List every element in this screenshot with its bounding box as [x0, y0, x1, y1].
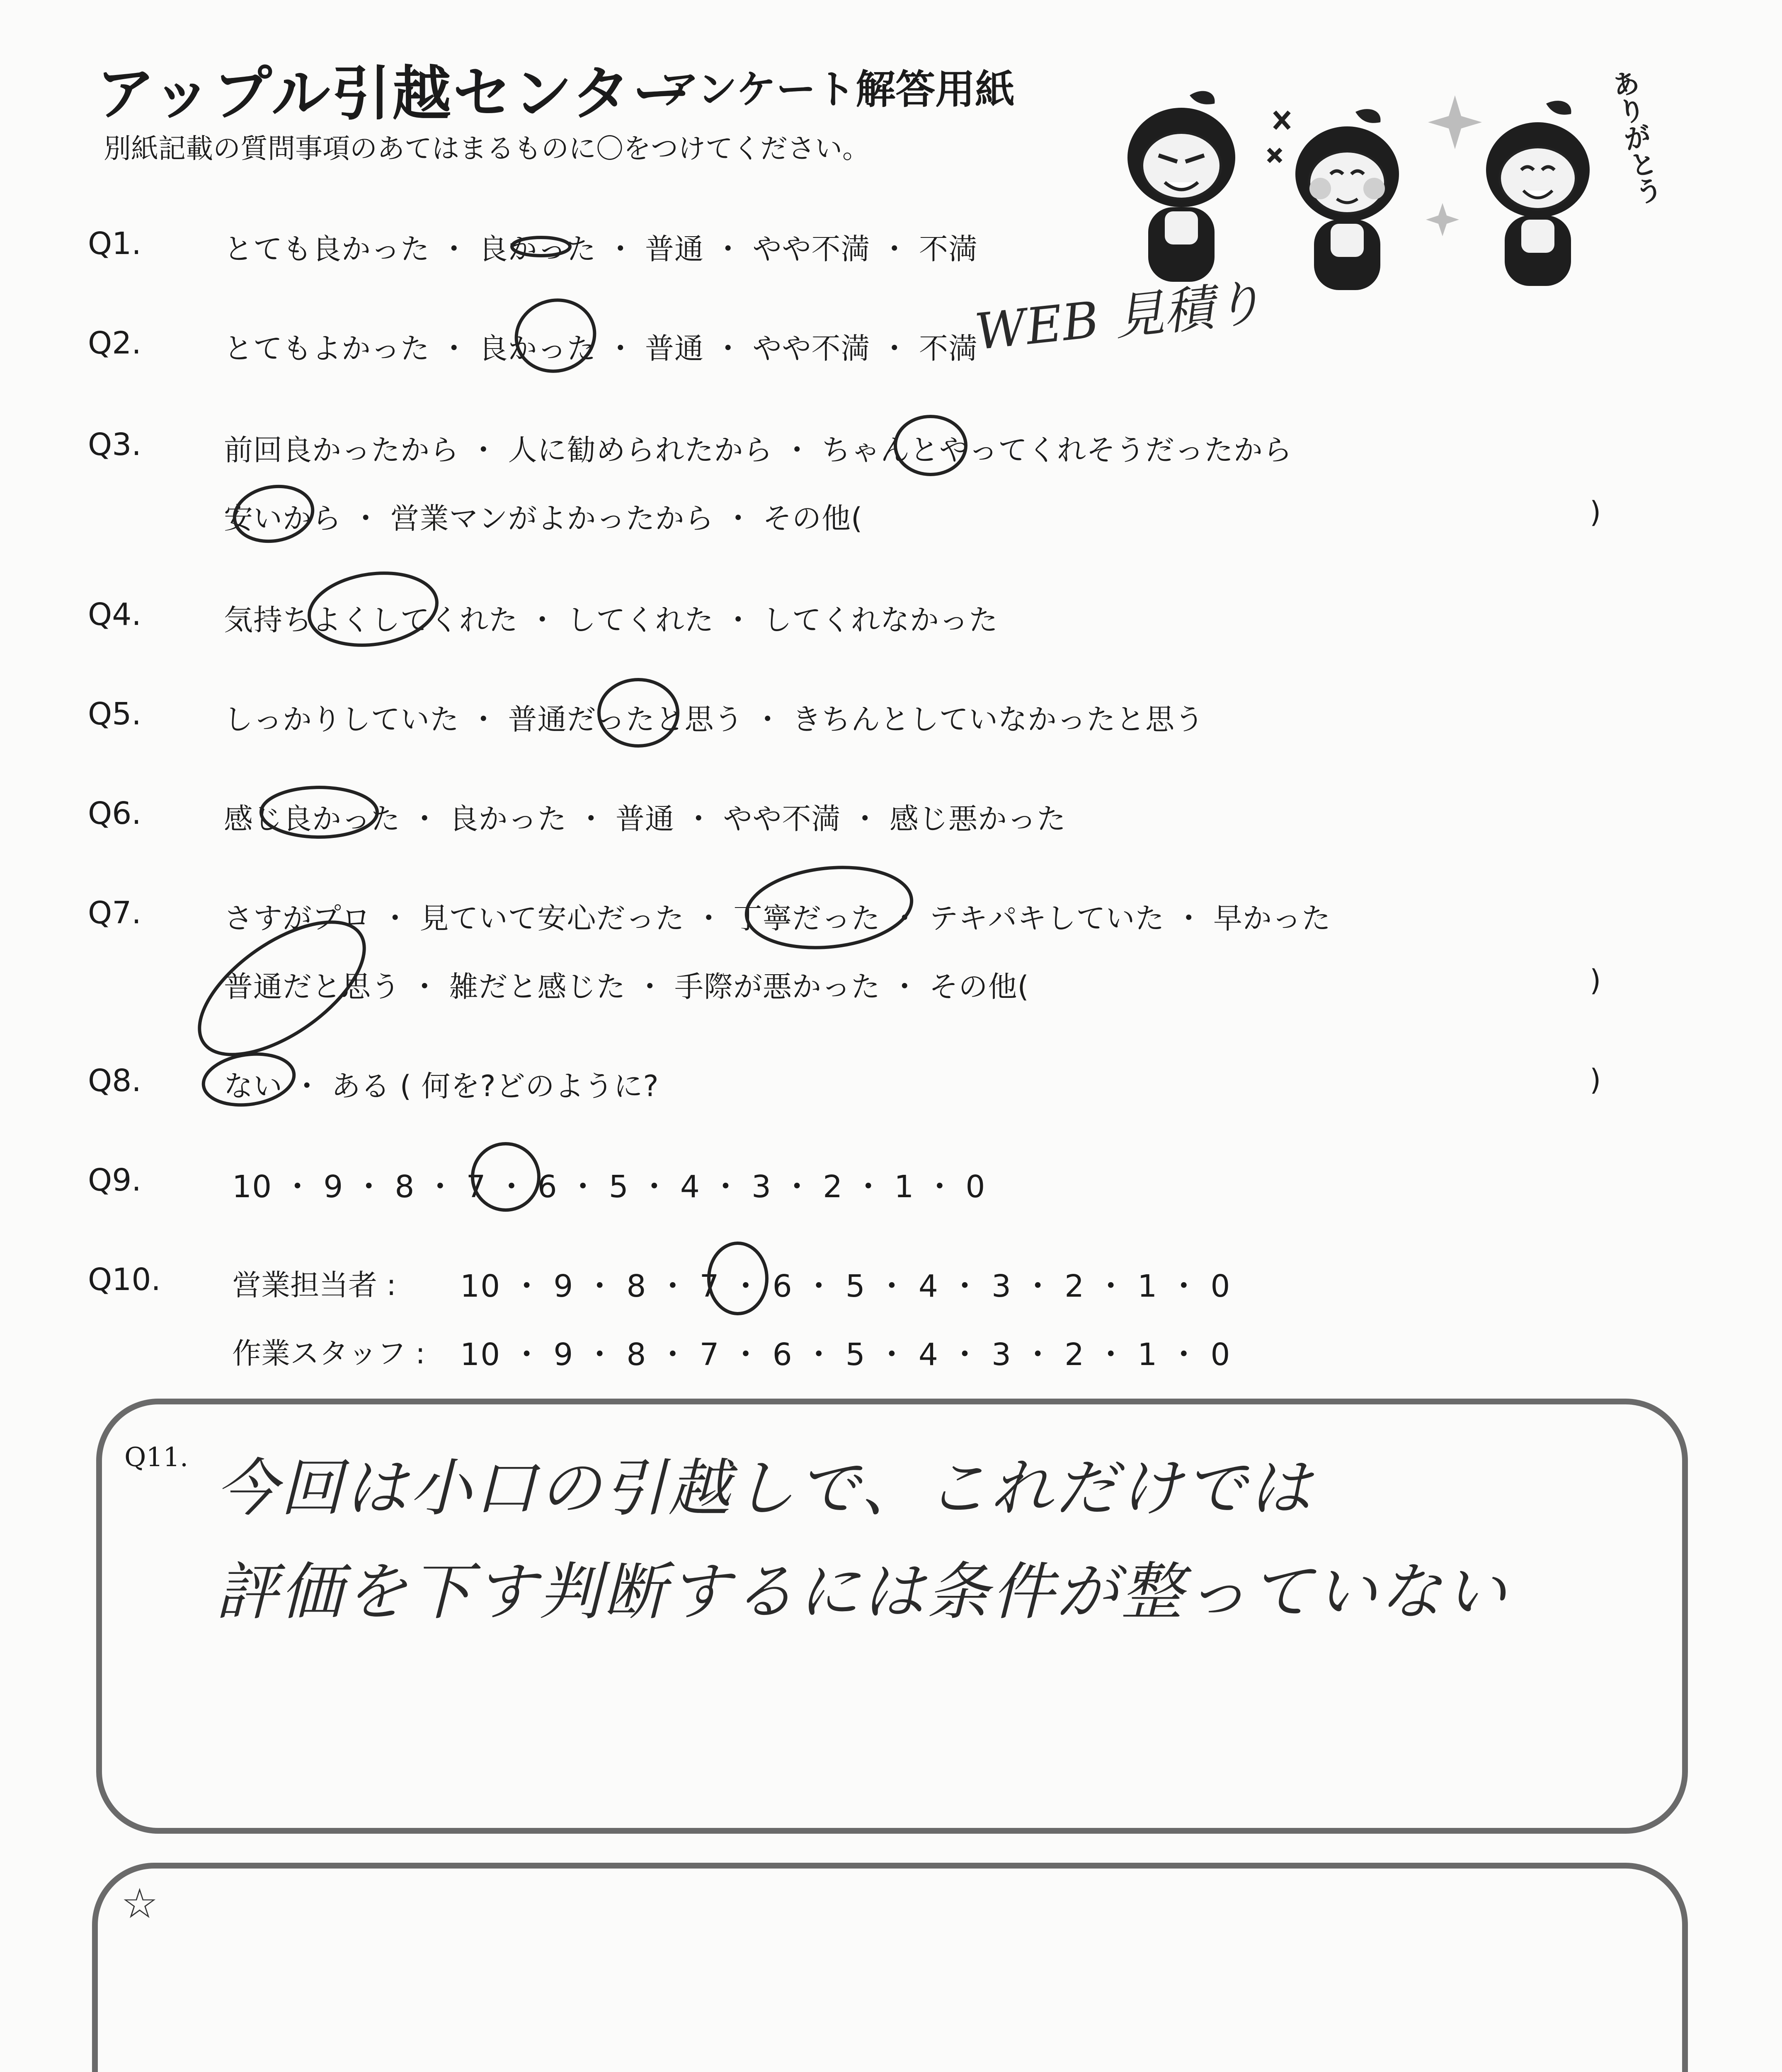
q4-options[interactable]: 気持ちよくしてくれた ・ してくれた ・ してくれなかった	[224, 603, 999, 637]
q11-label: Q11.	[124, 1442, 189, 1473]
form-subtitle: アンケート解答用紙	[659, 66, 1015, 113]
monkey-mascot-center	[1295, 109, 1399, 290]
star-icon: ☆	[121, 1879, 158, 1928]
q9-label: Q9.	[88, 1162, 141, 1198]
q10-sales-label: 営業担当者 :	[232, 1268, 396, 1302]
x-marks-icon	[1268, 112, 1289, 162]
monkey-mascots-illustration	[1111, 62, 1670, 294]
q8-label: Q8.	[88, 1063, 141, 1099]
q4-label: Q4.	[88, 597, 141, 632]
q3-close-paren: )	[1590, 495, 1601, 529]
free-comment-box[interactable]	[92, 1863, 1688, 2072]
q6-options[interactable]: 感じ良かった ・ 良かった ・ 普通 ・ やや不満 ・ 感じ悪かった	[224, 802, 1067, 836]
q7-close-paren: )	[1590, 963, 1601, 997]
q1-options[interactable]: とても良かった ・ 良かった ・ 普通 ・ やや不満 ・ 不満	[224, 232, 978, 266]
q2-label: Q2.	[88, 325, 141, 361]
instruction-text: 別紙記載の質問事項のあてはまるものに〇をつけてください。	[104, 133, 870, 165]
q2-options[interactable]: とてもよかった ・ 良かった ・ 普通 ・ やや不満 ・ 不満	[224, 332, 978, 366]
q11-handwritten-line1: 今回は小口の引越しで、これだけでは	[216, 1452, 1314, 1525]
q3-options-line2[interactable]: 安いから ・ 営業マンがよかったから ・ その他(	[224, 501, 863, 535]
q10-staff-scale[interactable]: 10 ・ 9 ・ 8 ・ 7 ・ 6 ・ 5 ・ 4 ・ 3 ・ 2 ・ 1 ・ 0	[460, 1337, 1231, 1372]
q3-label: Q3.	[88, 427, 141, 462]
q10-label: Q10.	[88, 1262, 161, 1297]
q3-options-line1[interactable]: 前回良かったから ・ 人に勧められたから ・ ちゃんとやってくれそうだったから	[224, 433, 1293, 467]
q5-label: Q5.	[88, 696, 141, 732]
company-title: アップル引越センター	[96, 60, 693, 128]
q9-scale[interactable]: 10 ・ 9 ・ 8 ・ 7 ・ 6 ・ 5 ・ 4 ・ 3 ・ 2 ・ 1 ・ 0	[232, 1169, 986, 1205]
q1-label: Q1.	[88, 226, 141, 261]
q7-options-line1[interactable]: さすがプロ ・ 見ていて安心だった ・ 丁寧だった ・ テキパキしていた ・ 早かった	[224, 901, 1331, 935]
monkey-mascot-left	[1127, 91, 1235, 282]
monkey-mascot-right	[1486, 101, 1590, 286]
mascot-thanks-caption: ありがとう	[1605, 67, 1665, 208]
q10-sales-scale[interactable]: 10 ・ 9 ・ 8 ・ 7 ・ 6 ・ 5 ・ 4 ・ 3 ・ 2 ・ 1 ・ 0	[460, 1268, 1231, 1304]
q10-staff-label: 作業スタッフ :	[232, 1336, 425, 1370]
q5-options[interactable]: しっかりしていた ・ 普通だったと思う ・ きちんとしていなかったと思う	[224, 702, 1205, 736]
q11-handwritten-line2: 評価を下す判断するには条件が整っていない	[216, 1556, 1509, 1628]
q6-label: Q6.	[88, 796, 141, 831]
q7-label: Q7.	[88, 895, 141, 931]
q7-options-line2[interactable]: 普通だと思う ・ 雑だと感じた ・ 手際が悪かった ・ その他(	[224, 970, 1029, 1004]
q8-close-paren: )	[1590, 1063, 1601, 1097]
q2-handwritten-note: WEB 見積り	[972, 274, 1266, 362]
sparkle-icon	[1426, 95, 1482, 236]
q8-options[interactable]: ない ・ ある ( 何を?どのように?	[224, 1069, 659, 1103]
